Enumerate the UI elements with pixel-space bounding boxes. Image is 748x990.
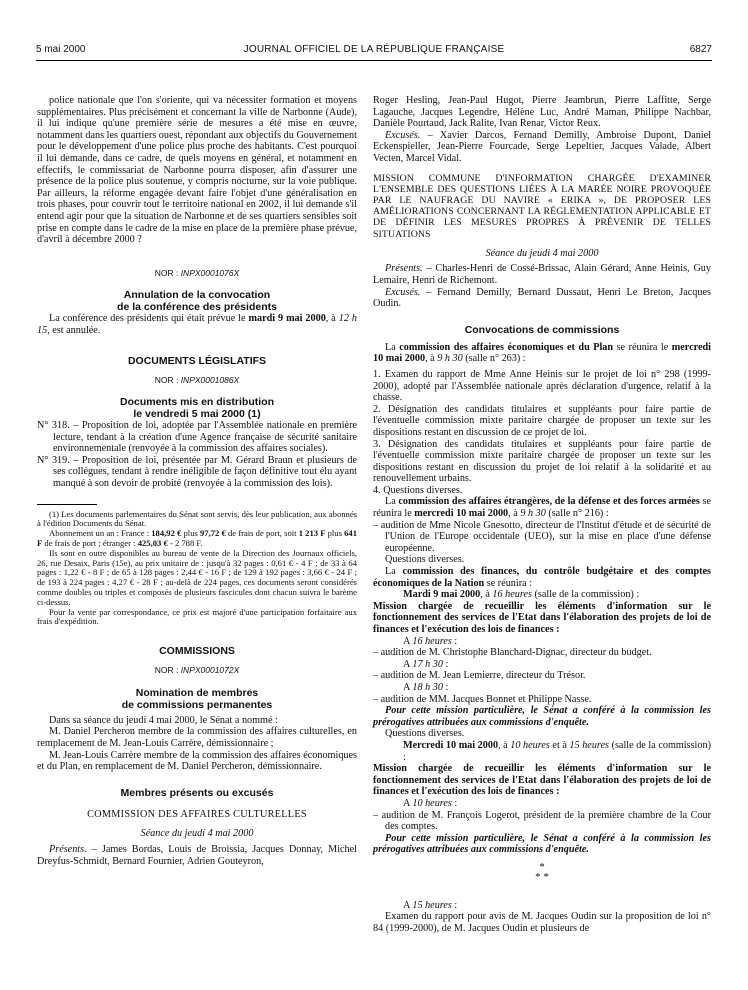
intro-paragraph: police nationale que l'on s'oriente, qui va nécessiter formation et moyens supplémentaires. Plus précisément et concernant la ville de Narbonne (Aude), il lui indique qu'une première série de mesures a été mise en œuvre, notamment dans les quartiers ouest, répondant aux objectifs du Gouvernement pour le développement d'une police plus proche des habitants. C'est pourquoi il lui demande, dans ce cadre, de quels moyens en général, et notamment en effectifs, le commissariat de Narbonne pourra disposer, afin d'assurer une présence de la police plus soutenue, y compris nocturne, sur la voie publique. Par ailleurs, la réforme engagée devant faire l'objet d'une généralisation en trois phases, pour couvrir tout le territoire national en 2002, il lui demande s'il entend agir pour que la situation de Narbonne et de ses quartiers sensibles soit prise en compte dans le cadre de la mise en place de la première phase prévue, d'avril à décembre 2000 ? [37,95,357,246]
text: : [451,635,458,647]
text: , à [480,589,493,601]
meeting-time: 15 heures [412,899,452,911]
footnote-4: Pour la vente par correspondance, ce prix est majoré d'une participation forfaitaire aux frais d'expédition. [37,606,357,627]
footnote-2-text: plus [181,528,200,539]
text: se réunira : [484,577,533,589]
text: se réunira le [613,341,672,353]
left-column [37,95,357,867]
excuses-label: Excusés. [385,286,421,298]
mission-bold: Mission chargée de recueillir les éléments d'information sur le fonctionnement des services de l'Etat dans l'élaboration des projets de loi de finances et l'exécution des lois de finances : [373,763,711,798]
audition-item: – audition de MM. Jacques Bonnet et Philippe Nasse. [373,693,592,705]
footnote-2-text: - 2 788 F. [167,538,203,549]
page-number: 6827 [689,44,712,55]
time-slot [373,798,711,810]
nor-reference [37,375,357,387]
header-rule [36,60,712,61]
nomination-title-line2: de commissions permanentes [121,698,273,711]
footnote-2-text: plus [325,528,345,539]
excuses-text: – Fernand Demilly, Bernard Dussaut, Henri Le Breton, Jacques Oudin. [373,286,711,310]
presents-text: – James Bordas, Louis de Broissia, Jacques Donnay, Michel Dreyfus-Schmidt, Bernard Fournier, Adrien Gouteyron, [37,843,357,867]
final-paragraph: Examen du rapport pour avis de M. Jacques Oudin sur la proposition de loi n° 84 (1999-2000), de M. Jacques Oudin et plusieurs de [373,911,711,935]
meeting-date: Mardi 9 mai 2000 [403,589,481,601]
annulation-text-b: , à [325,313,339,325]
audition-item: – audition de M. Christophe Blanchard-Dignac, directeur du budget. [373,647,652,659]
text: , à [425,353,438,365]
text: (salle de la commission) : [531,589,640,601]
presents-label: Présents. [49,843,87,855]
nor-label: NOR : [154,267,179,278]
price: 641 F [37,528,357,549]
presents-list [373,263,711,286]
commission-name: COMMISSION DES AFFAIRES CULTURELLES [87,808,307,820]
separator-stars [373,862,711,882]
footnote-1: (1) Les documents parlementaires du Sénat sont servis, dès leur publication, aux abonnés à l'édition Documents du Sénat. [37,508,357,529]
time-label: A [403,899,413,911]
commissions-title: COMMISSIONS [159,645,235,658]
price: 1 213 F [298,528,326,539]
nomination-title [37,687,357,711]
time-label: A [403,681,413,693]
seance-date-text: Séance du jeudi 4 mai 2000 [485,247,599,259]
nor-code: INPX0001086X [180,374,240,385]
text: La [385,496,399,508]
time-slot [373,636,711,648]
text: , à [508,508,521,520]
documents-title-line2: le vendredi 5 mai 2000 (1) [133,408,261,421]
nor-label: NOR : [154,665,179,676]
time-label: A [403,658,413,670]
footnote-2-text: de frais de port ; étranger : [42,538,138,549]
questions-diverses: Questions diverses. [385,728,465,740]
annulation-text-a: La conférence des présidents qui était prévue le [49,313,249,325]
agenda-item: 1. Examen du rapport de Mme Anne Heinis sur le projet de loi n° 298 (1999-2000), adopté par l'Assemblée nationale après déclaration d'urgence, relatif à la chasse. [373,368,711,404]
seance-date-text: Séance du jeudi 4 mai 2000 [140,828,254,840]
text: se réunira le [373,496,711,520]
text: (salle n° 263) : [462,353,526,365]
star-bottom: * * [535,870,549,883]
questions-diverses: Questions diverses. [385,554,465,566]
membres-title: Membres présents ou excusés [120,786,274,799]
meeting-time: 16 heures [492,589,532,601]
journal-title: JOURNAL OFFICIEL DE LA RÉPUBLIQUE FRANÇAISE [243,44,505,55]
price: 425,03 € [137,538,168,549]
annulation-title [37,289,357,313]
docs-legislatifs-title: DOCUMENTS LÉGISLATIFS [127,354,267,367]
text: (salle de la commission) : [403,739,711,763]
meeting-time: 9 h 30 [520,508,546,520]
annulation-title-line1: Annulation de la convocation [123,289,271,302]
meeting-date: mercredi 10 mai 2000 [373,341,712,365]
annulation-title-line2: de la conférence des présidents [117,301,277,314]
meeting-date: Mercredi 10 mai 2000 [403,739,499,751]
meeting-time: 10 heures [412,797,452,809]
nor-reference [37,268,357,280]
audition-item: – audition de Mme Nicole Gnesotto, directeur de l'Institut d'étude et de sécurité de l'Union de l'Europe occidentale (UEO), sur la mise en place d'une défense européenne. [373,519,711,554]
time-label: A [403,635,413,647]
annulation-text-c: , est annulée. [47,324,101,336]
footnote-2 [37,529,357,549]
document-item: N° 318. – Proposition de loi, adoptée par l'Assemblée nationale en première lecture, tendant à la création d'une Agence française de sécurité sanitaire environnementale (renvoyée à la commission des affaires sociales). [37,420,357,455]
text: La [385,341,400,353]
annulation-text [37,313,357,336]
mission-bold: Mission chargée de recueillir les éléments d'information sur le fonctionnement des services de l'Etat dans l'élaboration des projets de loi de finances et l'exécution des lois de finances : [373,600,711,635]
nomination-para: Dans sa séance du jeudi 4 mai 2000, le Sénat a nommé : [49,714,278,726]
nor-reference [37,665,357,677]
commission-convocation [373,496,711,519]
meeting-time: 9 h 30 [437,353,463,365]
text: : [451,797,458,809]
footnote-2-text: de frais de port, soit [225,528,299,539]
meeting-time: 10 heures [510,739,550,751]
prerogatives-note: Pour cette mission particulière, le Sénat a conféré à la commission les prérogatives attribuées aux commissions d'enquête. [373,832,711,856]
text: : [442,681,449,693]
convocations-title: Convocations de commissions [464,323,620,336]
presents-label: Présents. [385,263,423,275]
nomination-title-line1: Nomination de membres [135,686,259,699]
right-column [373,95,711,935]
audition-item: – audition de M. Jean Lemierre, directeur du Trésor. [373,670,586,682]
documents-title [37,396,357,420]
price: 184,92 € [151,528,182,539]
nomination-para: M. Jean-Louis Carrère membre de la commission des affaires économiques et du Plan, en remplacement de M. Daniel Percheron, démissionnaire. [37,749,357,773]
time-slot [373,659,711,671]
excuses-label: Excusés. [385,129,421,141]
seance-date [37,828,357,840]
page-header [36,44,712,58]
text: et à [549,739,570,751]
text: (salle n° 216) : [545,508,609,520]
meeting-time: 18 h 30 [412,681,443,693]
footnote-rule [37,504,97,505]
header-date: 5 mai 2000 [36,44,86,55]
commission-name: commission des affaires économiques et du Plan [399,341,614,353]
commission-convocation [373,566,711,589]
audition-item: – audition de M. François Logerot, président de la première chambre de la Cour des comptes. [373,809,711,833]
time-label: A [403,797,413,809]
text: : [442,658,449,670]
seance-date [373,248,711,260]
text: La [385,566,403,578]
annulation-text-italic: 12 h 15 [37,313,357,336]
meeting-line [373,740,711,763]
excuses-list [373,287,711,310]
nor-code: INPX0001076X [180,267,240,278]
commission-convocation [373,342,711,365]
excuses-text: – Xavier Darcos, Fernand Demilly, Ambroise Dupont, Daniel Eckenspieller, Jean-Pierre Fourcade, Serge Lepeltier, Jacques Valade, Albert Vecten, Marcel Vidal. [373,129,711,164]
nor-code: INPX0001072X [180,665,240,676]
price: 97,72 € [200,528,226,539]
footnote-3: Ils sont en outre disponibles au bureau de vente de la Direction des Journaux officiels, 26, rue Desaix, Paris (15e), au prix unitaire de : jusqu'à 32 pages : 0,61 € - 4 F ; de 33 à 64 pages : 1,22 € - 8 F ; de 65 à 128 pages : 2,44 € - 16 F ; de 129 à 192 pages : 3,66 € - 24 F ; de 193 à 224 pages : 4,27 € - 28 F ; au-delà de 224 pages, ces documents seront considérés comme doubles ou triples et composés de plusieurs fascicules dont chacun suivra le barème ci-dessus. [37,547,357,607]
documents-title-line1: Documents mis en distribution [119,396,274,409]
nor-label: NOR : [154,374,179,385]
meeting-date: mercredi 10 mai 2000 [414,508,509,520]
meeting-time: 16 heures [412,635,452,647]
commission-name: commission des finances, du contrôle budgétaire et des comptes économiques de la Nation [373,566,711,589]
commission-name: commission des affaires étrangères, de la défense et des forces armées [398,496,700,508]
time-slot [373,900,711,912]
nomination-para: M. Daniel Percheron membre de la commission des affaires culturelles, en remplacement de M. Jean-Louis Carrère, démissionnaire ; [37,726,357,749]
time-slot [373,682,711,694]
document-item: N° 319. – Proposition de loi, présentée par M. Gérard Braun et plusieurs de ses collègues, tendant à rendre inéligible de façon définitive tout élu ayant manqué à son devoir de probité (renvoyée à la commission des lois). [37,454,357,490]
footnote-2-a: Abonnement un an : France : [49,528,152,539]
excuses-list [373,130,711,165]
presents-text: – Charles-Henri de Cossé-Brissac, Alain Gérard, Anne Heinis, Guy Lemaire, Henri de Richemont. [373,263,711,286]
agenda-item: 4. Questions diverses. [373,484,463,496]
agenda-item: 2. Désignation des candidats titulaires et suppléants pour faire partie de l'éventuelle commission mixte paritaire chargée de proposer un texte sur les dispositions restant en discussion de ce projet de loi. [373,403,711,438]
text: : [451,899,458,911]
annulation-text-bold: mardi 9 mai 2000 [248,313,326,325]
agenda-item: 3. Désignation des candidats titulaires et suppléants pour faire partie de l'éventuelle commission mixte paritaire chargée de proposer un texte sur les dispositions restant en discussion du projet de loi relatif à la solidarité et au renouvellement urbains. [373,438,711,485]
text: , à [498,739,511,751]
presents-list-continued: Roger Hesling, Jean-Paul Hugot, Pierre Jeambrun, Pierre Laffitte, Serge Lagauche, Jacques Legendre, Hélène Luc, André Maman, Philippe Nachbar, Danièle Pourtaud, Jack Ralite, Ivan Renar, Victor Reux. [373,95,711,130]
meeting-time: 15 heures [569,739,609,751]
prerogatives-note: Pour cette mission particulière, le Sénat a conféré à la commission les prérogatives attribuées aux commissions d'enquête. [373,705,711,728]
star-top: * [539,860,545,873]
mission-title: MISSION COMMUNE D'INFORMATION CHARGÉE D'EXAMINER L'ENSEMBLE DES QUESTIONS LIÉES À LA MARÉE NOIRE PROVOQUÉE PAR LE NAUFRAGE DU NAVIRE « ERIKA », DE PROPOSER LES AMÉLIORATIONS CONCERNANT LA RÉGLEMENTATION APPLICABLE ET DE DÉFINIR LES MESURES PROPRES À PRÉVENIR DE TELLES SITUATIONS [373,172,711,240]
presents-list [37,844,357,867]
footnote [37,510,357,628]
meeting-time: 17 h 30 [412,658,443,670]
meeting-line [373,589,711,601]
